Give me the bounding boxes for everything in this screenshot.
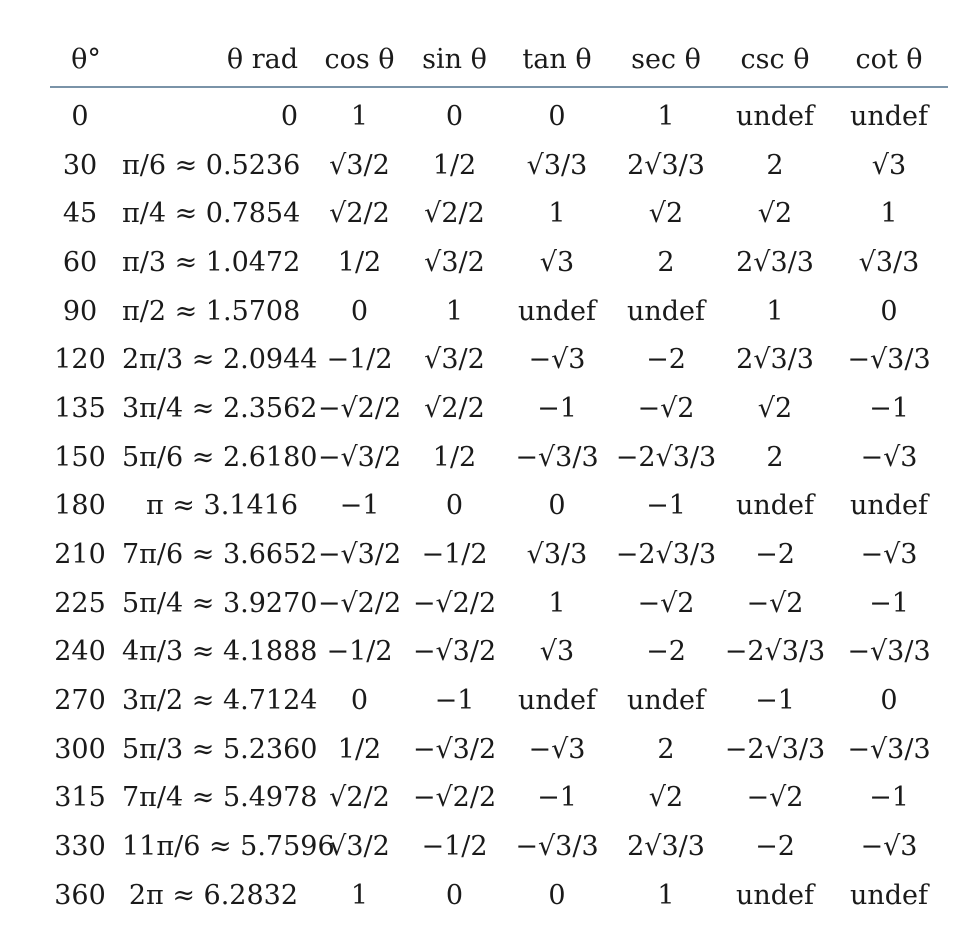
csc-cell: 2 xyxy=(766,149,784,181)
cot-cell: √3/3 xyxy=(858,246,920,278)
csc-cell: −2√3/3 xyxy=(724,636,826,668)
degrees-cell: 30 xyxy=(62,149,98,181)
radians-cell: π ≈ 3.1416 xyxy=(145,490,298,522)
column-header-csc: csc θ xyxy=(720,34,830,87)
csc-cell: −√2 xyxy=(746,587,804,619)
column-header-cos: cos θ xyxy=(312,34,407,87)
cos-cell: √2/2 xyxy=(329,198,390,230)
sec-cell: 1 xyxy=(657,100,675,132)
cot-cell: −√3 xyxy=(860,831,918,863)
sec-cell: −1 xyxy=(646,490,686,522)
table-row xyxy=(50,335,948,384)
cos-cell: √3/2 xyxy=(329,831,390,863)
csc-cell: −2 xyxy=(755,539,795,571)
degrees-cell: 120 xyxy=(54,344,106,376)
table-row xyxy=(50,774,948,823)
column-header-radians: θ rad xyxy=(122,34,312,87)
csc-cell: −√2 xyxy=(746,782,804,814)
sin-cell: −√3/2 xyxy=(412,733,497,765)
csc-cell: undef xyxy=(735,490,815,522)
sin-cell: 1/2 xyxy=(432,149,477,181)
csc-cell: undef xyxy=(735,100,815,132)
cos-cell: √2/2 xyxy=(329,782,390,814)
radians-cell: π/3 ≈ 1.0472 xyxy=(122,246,301,278)
cot-cell: undef xyxy=(849,100,929,132)
radians-cell: 2π ≈ 6.2832 xyxy=(128,879,298,911)
tan-cell: −√3/3 xyxy=(515,831,599,863)
sin-cell: √2/2 xyxy=(424,392,485,424)
tan-cell: −√3 xyxy=(528,344,586,376)
cos-cell: 1/2 xyxy=(337,246,382,278)
sin-cell: √3/2 xyxy=(424,246,485,278)
trig-values-table xyxy=(50,34,948,920)
sin-cell: √2/2 xyxy=(424,198,485,230)
table-row xyxy=(50,189,948,238)
csc-cell: −2√3/3 xyxy=(724,733,826,765)
cot-cell: −√3 xyxy=(860,539,918,571)
sin-cell: −1/2 xyxy=(421,831,488,863)
degrees-cell: 90 xyxy=(62,295,98,327)
sin-cell: 0 xyxy=(445,490,464,522)
table-row xyxy=(50,628,948,677)
table-row xyxy=(50,482,948,531)
degrees-cell: 60 xyxy=(62,246,98,278)
column-header-sec: sec θ xyxy=(612,34,720,87)
radians-cell: π/6 ≈ 0.5236 xyxy=(122,149,301,181)
degrees-cell: 300 xyxy=(54,733,106,765)
header-row xyxy=(50,34,948,87)
degrees-cell: 150 xyxy=(54,441,106,473)
radians-cell: 7π/4 ≈ 5.4978 xyxy=(122,782,318,814)
sin-cell: 0 xyxy=(445,100,464,132)
csc-cell: 1 xyxy=(766,295,784,327)
csc-cell: 2√3/3 xyxy=(736,344,814,376)
cot-cell: −√3/3 xyxy=(847,344,931,376)
degrees-cell: 240 xyxy=(54,636,106,668)
degrees-cell: 270 xyxy=(54,685,106,717)
degrees-cell: 315 xyxy=(54,782,106,814)
tan-cell: 0 xyxy=(548,100,566,132)
table-row xyxy=(50,141,948,190)
table-row xyxy=(50,822,948,871)
tan-cell: 0 xyxy=(548,879,566,911)
cot-cell: undef xyxy=(849,490,929,522)
sin-cell: −1 xyxy=(434,685,475,717)
tan-cell: undef xyxy=(517,685,597,717)
degrees-cell: 210 xyxy=(54,539,106,571)
tan-cell: √3 xyxy=(539,246,575,278)
cot-cell: −√3 xyxy=(860,441,918,473)
sec-cell: 2 xyxy=(657,246,675,278)
cot-cell: 1 xyxy=(880,198,898,230)
table-row xyxy=(50,725,948,774)
radians-cell: 3π/2 ≈ 4.7124 xyxy=(122,685,318,717)
table-row xyxy=(50,238,948,287)
tan-cell: 0 xyxy=(548,490,566,522)
cot-cell: −1 xyxy=(869,392,909,424)
column-header-sin: sin θ xyxy=(407,34,502,87)
radians-cell: 7π/6 ≈ 3.6652 xyxy=(122,539,318,571)
table-row xyxy=(50,530,948,579)
tan-cell: √3 xyxy=(539,636,575,668)
cos-cell: 0 xyxy=(350,685,369,717)
column-header-degrees: θ° xyxy=(50,34,122,87)
cos-cell: −√3/2 xyxy=(317,539,402,571)
cos-cell: √3/2 xyxy=(329,149,390,181)
radians-cell: 5π/3 ≈ 5.2360 xyxy=(122,733,318,765)
radians-cell: 11π/6 ≈ 5.7596 xyxy=(122,831,335,863)
tan-cell: −√3/3 xyxy=(515,441,599,473)
cos-cell: 1 xyxy=(350,879,369,911)
sec-cell: −2√3/3 xyxy=(615,441,717,473)
radians-cell: π/2 ≈ 1.5708 xyxy=(122,295,301,327)
cot-cell: √3 xyxy=(871,149,907,181)
sec-cell: 2√3/3 xyxy=(627,149,705,181)
sec-cell: −2 xyxy=(646,636,686,668)
cos-cell: −√3/2 xyxy=(317,441,402,473)
radians-cell: 5π/4 ≈ 3.9270 xyxy=(122,587,318,619)
tan-cell: √3/3 xyxy=(526,149,588,181)
sin-cell: 1 xyxy=(445,295,464,327)
csc-cell: √2 xyxy=(757,198,793,230)
radians-cell: 3π/4 ≈ 2.3562 xyxy=(122,392,318,424)
table-body xyxy=(50,87,948,920)
degrees-cell: 45 xyxy=(62,198,98,230)
radians-cell: π/4 ≈ 0.7854 xyxy=(122,198,301,230)
radians-cell: 2π/3 ≈ 2.0944 xyxy=(122,344,318,376)
sin-cell: 0 xyxy=(445,879,464,911)
sec-cell: 2 xyxy=(657,733,675,765)
cos-cell: −√2/2 xyxy=(317,392,402,424)
sec-cell: √2 xyxy=(648,782,684,814)
degrees-cell: 360 xyxy=(54,879,106,911)
sec-cell: √2 xyxy=(648,198,684,230)
degrees-cell: 330 xyxy=(54,831,106,863)
csc-cell: 2 xyxy=(766,441,784,473)
table-row xyxy=(50,579,948,628)
cos-cell: 0 xyxy=(350,295,369,327)
sec-cell: undef xyxy=(626,295,706,327)
radians-cell: 5π/6 ≈ 2.6180 xyxy=(122,441,318,473)
cos-cell: −1 xyxy=(339,490,380,522)
trig-values-table-container xyxy=(50,34,948,920)
tan-cell: −√3 xyxy=(528,733,586,765)
csc-cell: −1 xyxy=(755,685,795,717)
cot-cell: −√3/3 xyxy=(847,636,931,668)
sec-cell: −2√3/3 xyxy=(615,539,717,571)
csc-cell: undef xyxy=(735,879,815,911)
tan-cell: 1 xyxy=(548,198,566,230)
cot-cell: −√3/3 xyxy=(847,733,931,765)
sec-cell: undef xyxy=(626,685,706,717)
degrees-cell: 0 xyxy=(71,100,89,132)
table-row xyxy=(50,384,948,433)
column-header-cot: cot θ xyxy=(830,34,948,87)
sec-cell: −√2 xyxy=(637,587,695,619)
sin-cell: 1/2 xyxy=(432,441,477,473)
sec-cell: 1 xyxy=(657,879,675,911)
degrees-cell: 225 xyxy=(54,587,106,619)
cos-cell: −1/2 xyxy=(326,636,393,668)
cot-cell: −1 xyxy=(869,782,909,814)
sin-cell: −1/2 xyxy=(421,539,488,571)
sin-cell: −√2/2 xyxy=(412,587,497,619)
sin-cell: −√2/2 xyxy=(412,782,497,814)
csc-cell: 2√3/3 xyxy=(736,246,814,278)
degrees-cell: 180 xyxy=(54,490,106,522)
sin-cell: √3/2 xyxy=(424,344,485,376)
sec-cell: −√2 xyxy=(637,392,695,424)
cot-cell: −1 xyxy=(869,587,909,619)
sec-cell: −2 xyxy=(646,344,686,376)
cot-cell: 0 xyxy=(880,685,898,717)
tan-cell: undef xyxy=(517,295,597,327)
cos-cell: −1/2 xyxy=(326,344,393,376)
tan-cell: −1 xyxy=(537,392,577,424)
radians-cell: 4π/3 ≈ 4.1888 xyxy=(122,636,318,668)
csc-cell: √2 xyxy=(757,392,793,424)
tan-cell: 1 xyxy=(548,587,566,619)
column-header-tan: tan θ xyxy=(502,34,612,87)
radians-cell: 0 xyxy=(280,100,298,132)
table-row xyxy=(50,287,948,336)
cos-cell: 1 xyxy=(350,100,369,132)
table-row xyxy=(50,433,948,482)
sin-cell: −√3/2 xyxy=(412,636,497,668)
cos-cell: −√2/2 xyxy=(317,587,402,619)
table-row xyxy=(50,871,948,920)
degrees-cell: 135 xyxy=(54,392,106,424)
csc-cell: −2 xyxy=(755,831,795,863)
cos-cell: 1/2 xyxy=(337,733,382,765)
tan-cell: √3/3 xyxy=(526,539,588,571)
sec-cell: 2√3/3 xyxy=(627,831,705,863)
cot-cell: undef xyxy=(849,879,929,911)
cot-cell: 0 xyxy=(880,295,898,327)
tan-cell: −1 xyxy=(537,782,577,814)
table-row xyxy=(50,87,948,141)
table-row xyxy=(50,676,948,725)
